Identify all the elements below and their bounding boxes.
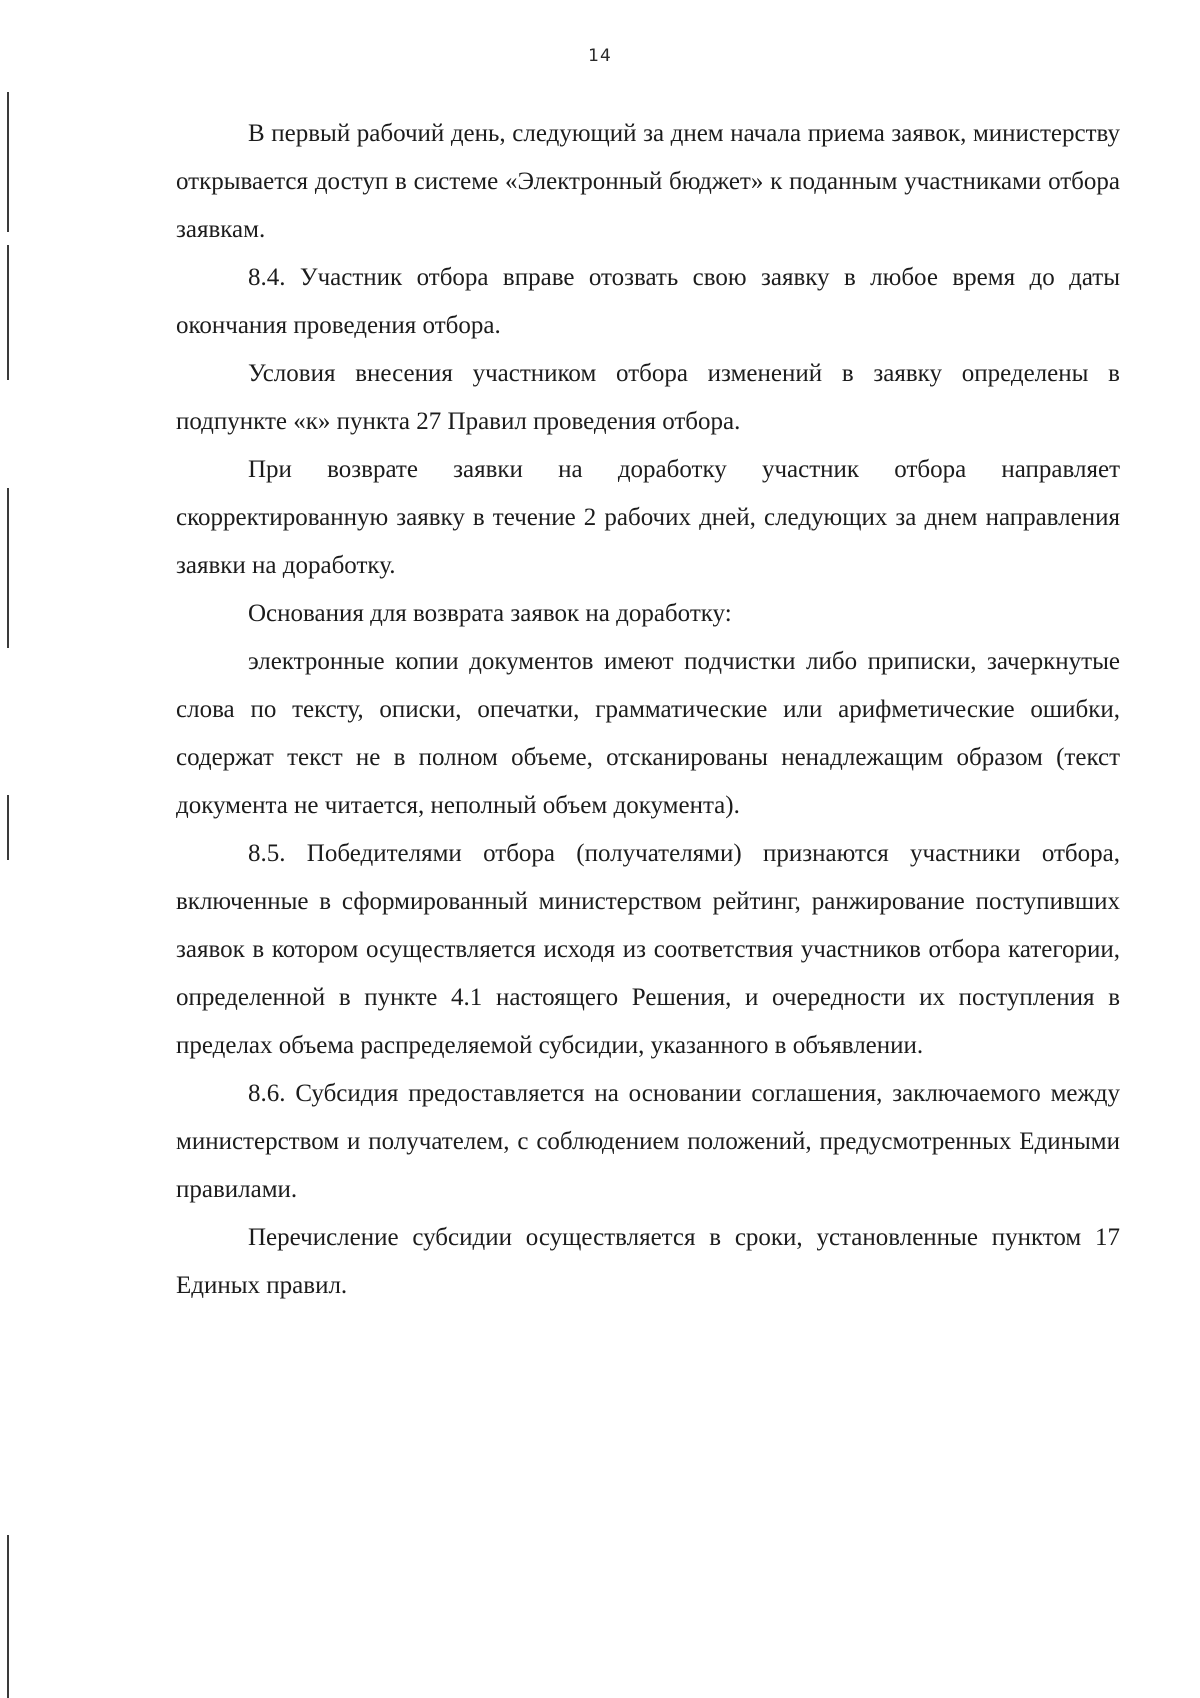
paragraph: электронные копии документов имеют подчистки либо приписки, зачеркнутые слова по тексту, описки, опечатки, грамматические или арифметические ошибки, содержат текст не в полном объеме, отсканированы ненадлежащим образом (текст документа не читается, неполный объем документа). [176, 648, 1120, 819]
scan-edge-mark [7, 1535, 9, 1698]
paragraph: В первый рабочий день, следующий за днем начала приема заявок, министерству открывается доступ в системе «Электронный бюджет» к поданным участниками отбора заявкам. [176, 120, 1120, 243]
scan-edge-mark [7, 795, 9, 860]
page-number: 14 [588, 46, 612, 66]
document-body [176, 110, 1120, 1310]
paragraph: Основания для возврата заявок на доработку: [248, 600, 732, 627]
scan-edge-mark [7, 92, 9, 232]
paragraph: Перечисление субсидии осуществляется в сроки, установленные пунктом 17 Единых правил. [176, 1224, 1120, 1299]
scan-edge-mark [7, 488, 9, 648]
paragraph: При возврате заявки на доработку участник отбора направляет скорректированную заявку в течение 2 рабочих дней, следующих за днем направления заявки на доработку. [176, 456, 1120, 579]
paragraph: 8.4. Участник отбора вправе отозвать свою заявку в любое время до даты окончания проведения отбора. [176, 264, 1120, 339]
paragraph: 8.6. Субсидия предоставляется на основании соглашения, заключаемого между министерством и получателем, с соблюдением положений, предусмотренных Едиными правилами. [176, 1080, 1120, 1203]
paragraph: Условия внесения участником отбора изменений в заявку определены в подпункте «к» пункта 27 Правил проведения отбора. [176, 360, 1120, 435]
scan-edge-mark [7, 245, 9, 380]
paragraph: 8.5. Победителями отбора (получателями) признаются участники отбора, включенные в сформированный министерством рейтинг, ранжирование поступивших заявок в котором осуществляется исходя из соответствия участников отбора категории, определенной в пункте 4.1 настоящего Решения, и очередности их поступления в пределах объема распределяемой субсидии, указанного в объявлении. [176, 840, 1120, 1059]
